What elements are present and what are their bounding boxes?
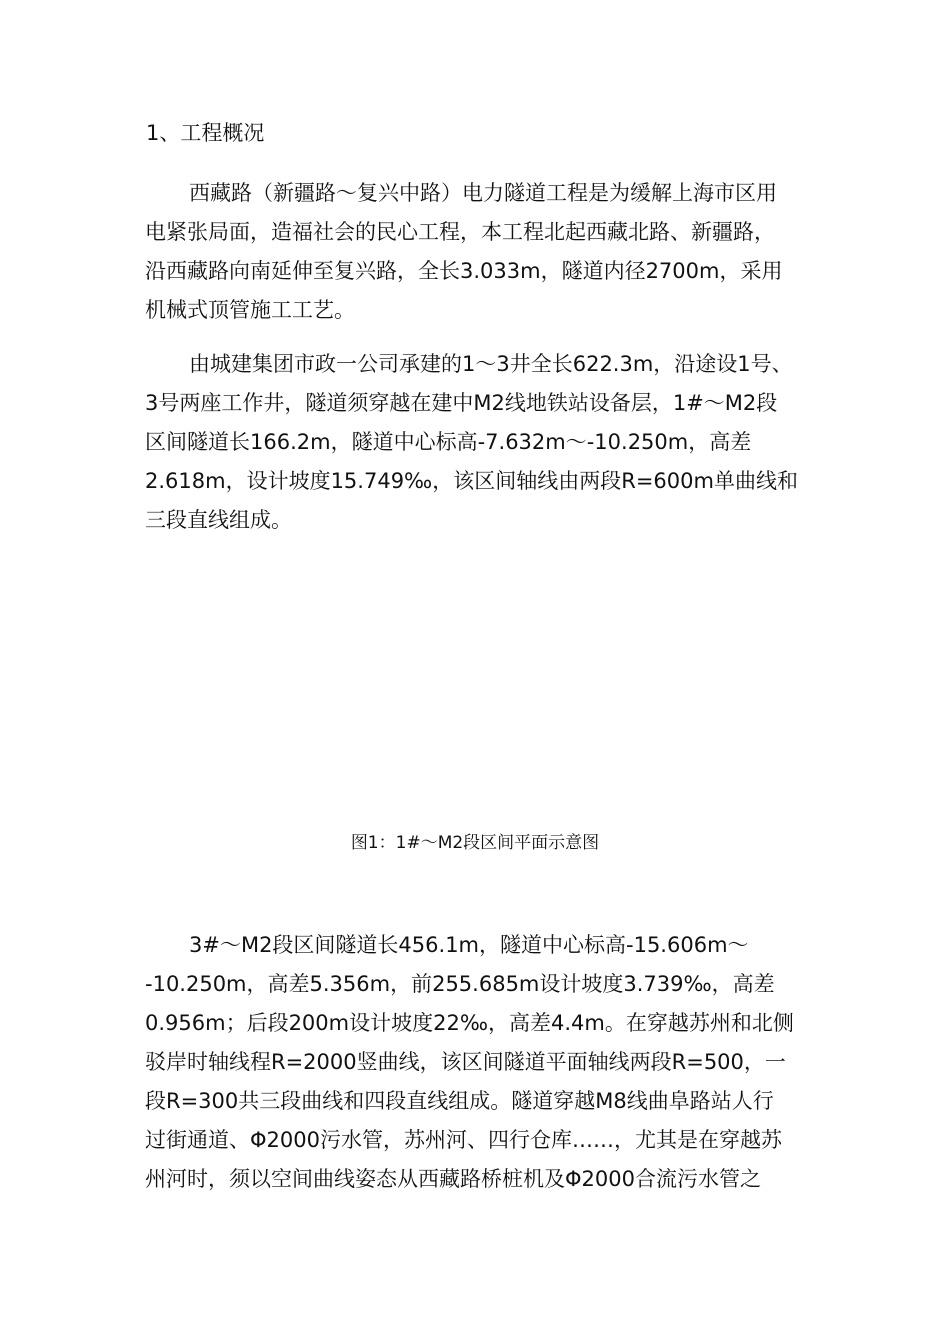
paragraph-line: 3号两座工作井，隧道须穿越在建中M2线地铁站设备层，1#～M2段 bbox=[145, 391, 778, 415]
paragraph-line: 段R=300共三段曲线和四段直线组成。隧道穿越M8线曲阜路站人行 bbox=[145, 1089, 774, 1113]
paragraph-project-overview bbox=[145, 174, 810, 330]
paragraph-line: 0.956m；后段200m设计坡度22‰，高差4.4m。在穿越苏州和北侧 bbox=[145, 1011, 794, 1035]
paragraph-line: 驳岸时轴线程R=2000竖曲线，该区间隧道平面轴线两段R=500，一 bbox=[145, 1050, 786, 1074]
paragraph-line: 电紧张局面，造福社会的民心工程，本工程北起西藏北路、新疆路， bbox=[145, 220, 775, 244]
section-heading: 1、工程概况 bbox=[146, 121, 265, 145]
figure-caption: 图1：1#～M2段区间平面示意图 bbox=[350, 833, 600, 853]
paragraph-line: 3#～M2段区间隧道长456.1m，隧道中心标高-15.606m～ bbox=[189, 933, 749, 957]
paragraph-line: 过街通道、Φ2000污水管，苏州河、四行仓库……，尤其是在穿越苏 bbox=[145, 1128, 782, 1152]
figure-placeholder bbox=[145, 560, 810, 810]
paragraph-line: 三段直线组成。 bbox=[145, 508, 292, 532]
paragraph-line: 沿西藏路向南延伸至复兴路，全长3.033m，隧道内径2700m，采用 bbox=[145, 259, 783, 283]
paragraph-line: 由城建集团市政一公司承建的1～3井全长622.3m，沿途设1号、 bbox=[189, 352, 793, 376]
paragraph-line: -10.250m，高差5.356m，前255.685m设计坡度3.739‰，高差 bbox=[145, 972, 775, 996]
paragraph-line: 州河时，须以空间曲线姿态从西藏路桥桩机及Φ2000合流污水管之 bbox=[145, 1167, 761, 1191]
paragraph-line: 区间隧道长166.2m，隧道中心标高-7.632m～-10.250m，高差 bbox=[145, 430, 752, 454]
paragraph-section-1-3 bbox=[145, 345, 810, 540]
paragraph-line: 2.618m，设计坡度15.749‰，该区间轴线由两段R=600m单曲线和 bbox=[145, 469, 798, 493]
paragraph-section-3-m2 bbox=[145, 926, 810, 1199]
paragraph-line: 机械式顶管施工工艺。 bbox=[145, 298, 355, 322]
paragraph-line: 西藏路（新疆路～复兴中路）电力隧道工程是为缓解上海市区用 bbox=[189, 181, 777, 205]
